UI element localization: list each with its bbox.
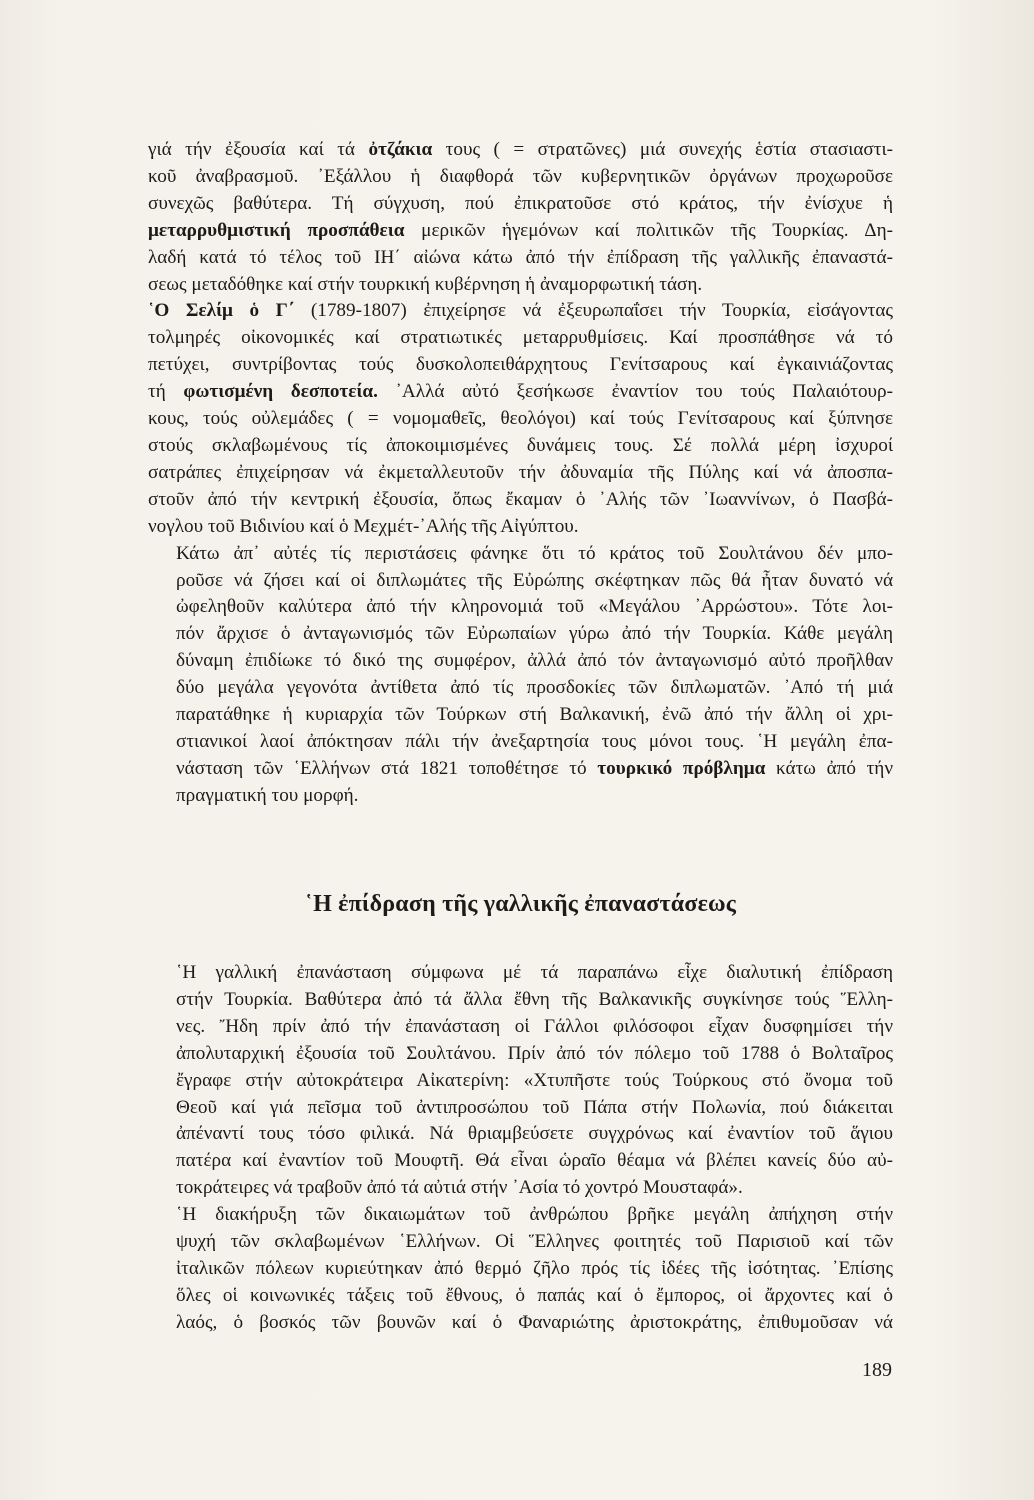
text-block-lower [148,960,893,1337]
text-line: σατράπες ἐπιχείρησαν νά ἐκμεταλλευτοῦν τήν ἀδυναμία τῆς Πύλης καί νά ἀποσπα- [148,461,893,483]
text-line: πραγματική του μορφή. [176,784,359,806]
page-number: 189 [862,1359,892,1381]
text-line: ἰταλικῶν πόλεων κυριεύτηκαν ἀπό θερμό ζῆλο πρός τίς ἰδέες τῆς ἰσότητας. ᾽Επίσης [176,1257,893,1279]
text-line: πετύχει, συντρίβοντας τούς δυσκολοπειθάρχητους Γενίτσαρους καί ἐγκαινιάζοντας [148,354,893,376]
text-line: νάσταση τῶν ῾Ελλήνων στά 1821 τοποθέτησε τό τουρκικό πρόβλημα κάτω ἀπό τήν [176,757,894,779]
text-line: ῾Η γαλλική ἐπανάσταση σύμφωνα μέ τά παραπάνω εἶχε διαλυτική ἐπίδραση [176,962,893,983]
text-line: Θεοῦ καί γιά πεῖσμα τοῦ ἀντιπροσώπου τοῦ Πάπα στήν Πολωνία, πού διάκειται [176,1096,893,1118]
bold-term: τουρκικό πρόβλημα [597,757,766,779]
text-line: ἀπέναντί τους τόσο φιλικά. Νά θριαμβεύσετε συγχρόνως καί ἐναντίον τοῦ ἅγιου [176,1123,893,1145]
text-line: τοκράτειρες νά τραβοῦν ἀπό τά αὐτιά στήν ᾽Ασία τό χοντρό Μουσταφά». [176,1177,743,1199]
paragraph-1 [148,137,893,298]
text-line: νογλου τοῦ Βιδινίου καί ὁ Μεχμέτ-᾽Αλής τῆς Αἰγύπτου. [148,515,579,537]
text-line: κοῦ ἀναβρασμοῦ. ᾽Εξάλλου ἡ διαφθορά τῶν κυβερνητικῶν ὀργάνων προχωροῦσε [148,165,893,187]
text-line: συνεχῶς βαθύτερα. Τή σύγχυση, πού ἐπικρατοῦσε στό κράτος, τήν ἐνίσχυε ἡ [148,192,893,214]
bold-term: φωτισμένη δεσποτεία. [183,381,378,403]
text-line: στήν Τουρκία. Βαθύτερα ἀπό τά ἄλλα ἔθνη τῆς Βαλκανικῆς συγκίνησε τούς Ἕλλη- [176,988,893,1010]
bold-term: ὀτζάκια [368,139,433,160]
paragraph-3 [148,541,893,810]
text-line: ῾Ο Σελίμ ὁ Γ΄ (1789-1807) ἐπιχείρησε νά ἐξευρωπαΐσει τήν Τουρκία, εἰσάγοντας [148,300,894,322]
text-line: πατέρα καί ἐναντίον τοῦ Μουφτῆ. Θά εἶναι ὡραῖο θέαμα νά βλέπει κανείς δύο αὐ- [176,1150,893,1172]
text-line: τολμηρές οἰκονομικές καί στρατιωτικές μεταρρυθμίσεις. Καί προσπάθησε νά τό [148,327,893,349]
text-line: παρατάθηκε ἡ κυριαρχία τῶν Τούρκων στή Βαλκανική, ἐνῶ ἀπό τήν ἄλλη οἱ χρι- [176,704,893,726]
text-line: ὠφεληθοῦν καλύτερα ἀπό τήν κληρονομιά τοῦ «Μεγάλου ᾽Αρρώστου». Τότε λοι- [176,596,893,618]
text-line: Κάτω ἀπ᾽ αὐτές τίς περιστάσεις φάνηκε ὅτι τό κράτος τοῦ Σουλτάνου δέν μπο- [176,542,893,564]
paragraph-4 [148,960,893,1202]
text-line: κους, τούς οὐλεμάδες ( = νομομαθεῖς, θεολόγοι) καί τούς Γενίτσαρους καί ξύπνησε [148,408,893,430]
text-line: νες. Ἤδη πρίν ἀπό τήν ἐπανάσταση οἱ Γάλλοι φιλόσοφοι εἶχαν δυσφημίσει τήν [176,1015,893,1037]
text-line: δύο μεγάλα γεγονότα ἀντίθετα ἀπό τίς προσδοκίες τῶν διπλωματῶν. ᾽Από τή μιά [176,677,893,699]
text-line: λαδή κατά τό τέλος τοῦ ΙΗ΄ αἰώνα κάτω ἀπό τήν ἐπίδραση τῆς γαλλικῆς ἐπαναστά- [148,246,893,268]
text-line: μεταρρυθμιστική προσπάθεια μερικῶν ἡγεμόνων καί πολιτικῶν τῆς Τουρκίας. Δη- [148,219,893,241]
text-line: ὅλες οἱ κοινωνικές τάξεις τοῦ ἔθνους, ὁ παπάς καί ὁ ἔμπορος, οἱ ἄρχοντες καί ὁ [176,1284,893,1306]
text-line: σεως μεταδόθηκε καί στήν τουρκική κυβέρνηση ἡ ἀναμορφωτική τάση. [148,273,703,295]
text-line: δύναμη ἐπιδίωκε τό δικό της συμφέρον, ἀλλά ἀπό τόν ἀνταγωνισμό αὐτό προῆλθαν [176,650,893,672]
text-line: ἀπολυταρχική ἐξουσία τοῦ Σουλτάνου. Πρίν ἀπό τόν πόλεμο τοῦ 1788 ὁ Βολταῖρος [176,1042,893,1064]
text-line: ἔγραφε στήν αὐτοκράτειρα Αἰκατερίνη: «Χτυπῆστε τούς Τούρκους στό ὄνομα τοῦ [176,1069,893,1091]
text-block-upper [148,137,893,810]
text-line: ψυχή τῶν σκλαβωμένων ῾Ελλήνων. Οἱ Ἕλληνες φοιτητές τοῦ Παρισιοῦ καί τῶν [176,1231,893,1253]
bold-term: ῾Ο Σελίμ ὁ Γ΄ [148,300,295,322]
section-heading: ῾Η ἐπίδραση τῆς γαλλικῆς ἐπαναστάσεως [304,891,737,917]
text-line: ροῦσε νά ζήσει καί οἱ διπλωμάτες τῆς Εὐρώπης σκέφτηκαν πῶς θά ἦταν δυνατό νά [176,569,893,591]
text-line: τή φωτισμένη δεσποτεία. ᾽Αλλά αὐτό ξεσήκωσε ἐναντίον του τούς Παλαιότουρ- [148,381,894,403]
bold-term: μεταρρυθμιστική προσπάθεια [148,219,405,241]
text-line: λαός, ὁ βοσκός τῶν βουνῶν καί ὁ Φαναριώτης ἀριστοκράτης, ἐπιθυμοῦσαν νά [176,1311,893,1333]
text-line: στοῦν ἀπό τήν κεντρική ἐξουσία, ὅπως ἔκαμαν ὁ ᾽Αλής τῶν ᾽Ιωαννίνων, ὁ Πασβά- [148,488,893,510]
text-line: στιανικοί λαοί ἀπόκτησαν πάλι τήν ἀνεξαρτησία τους μόνοι τους. ῾Η μεγάλη ἐπα- [176,730,893,752]
paragraph-2 [148,298,893,540]
text-line: ῾Η διακήρυξη τῶν δικαιωμάτων τοῦ ἀνθρώπου βρῆκε μεγάλη ἀπήχηση στήν [176,1204,893,1226]
text-line: στούς σκλαβωμένους τίς ἀποκοιμισμένες δυνάμεις τους. Σέ πολλά μέρη ἰσχυροί [148,434,893,456]
text-line: πόν ἄρχισε ὁ ἀνταγωνισμός τῶν Εὐρωπαίων γύρω ἀπό τήν Τουρκία. Κάθε μεγάλη [176,623,893,645]
paragraph-5 [148,1202,893,1337]
text-line: γιά τήν ἐξουσία καί τά ὀτζάκια τους ( = στρατῶνες) μιά συνεχής ἑστία στασιαστι- [148,139,894,160]
